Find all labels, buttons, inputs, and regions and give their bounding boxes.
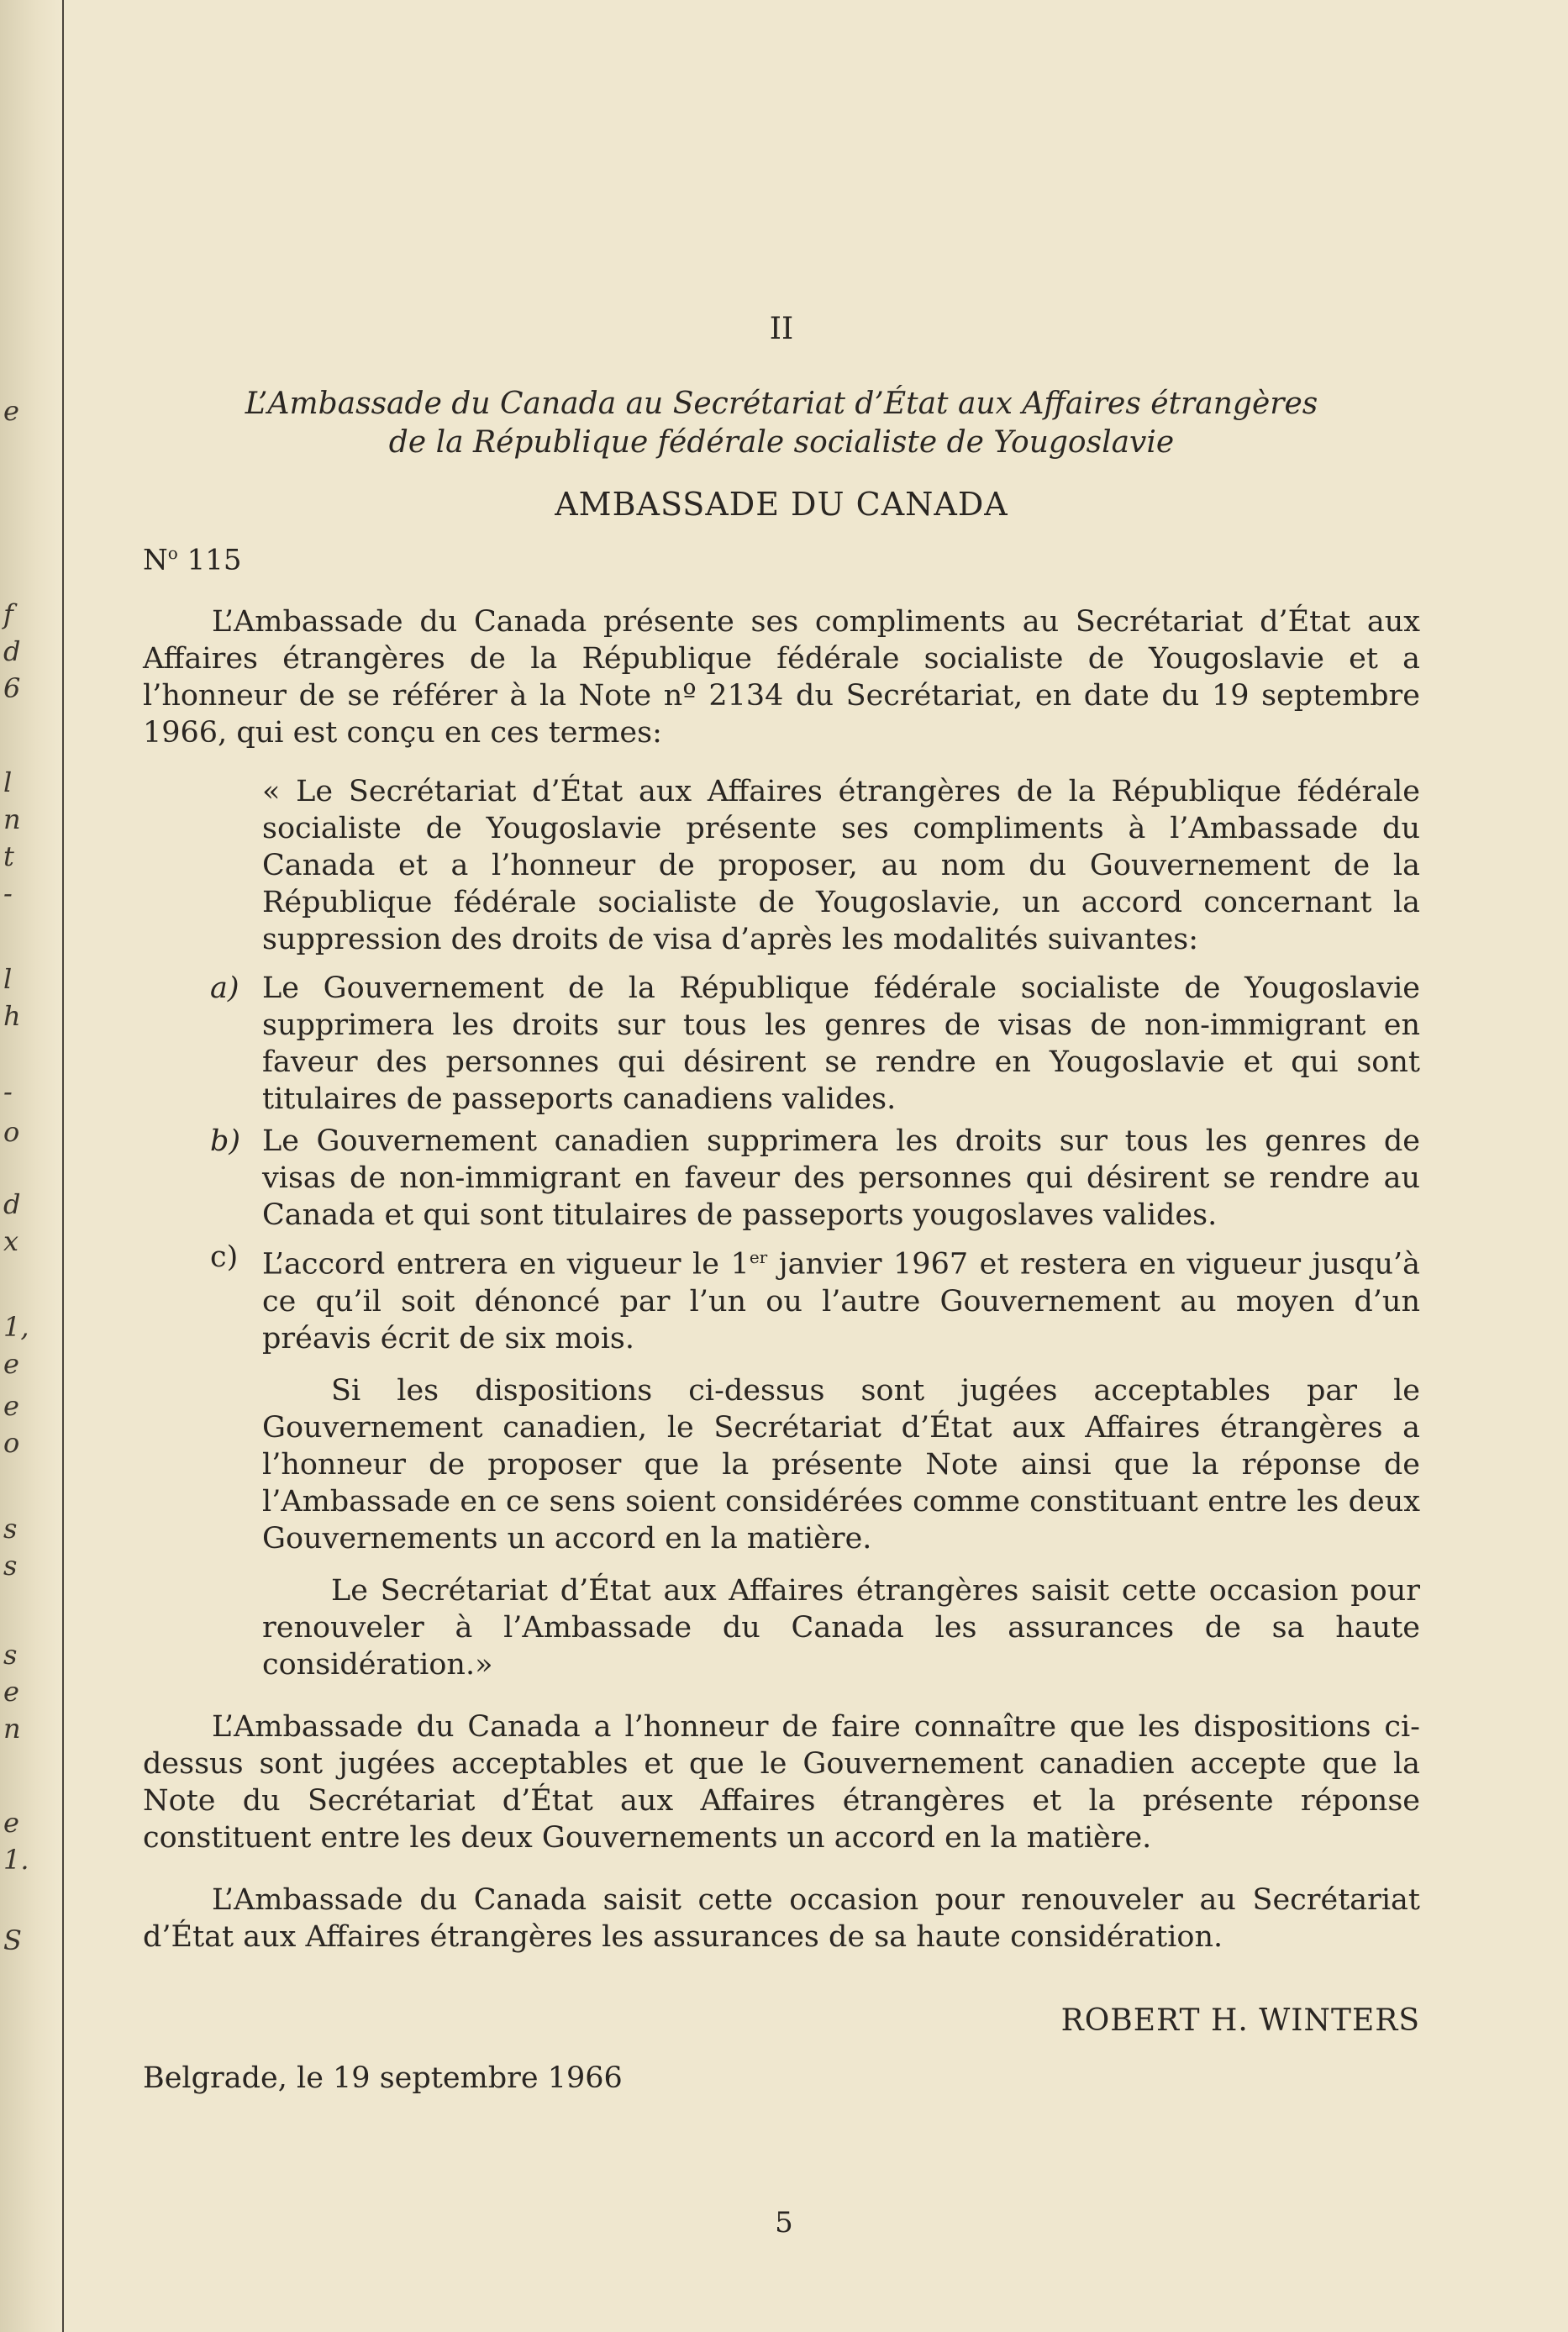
list-item-text-part: L’accord entrera en vigueur le 1 [262,1247,750,1282]
embassy-title: AMBASSADE DU CANADA [555,486,1008,523]
list-marker: b) [210,1124,241,1159]
margin-fragment: o [3,1427,20,1459]
address-line-2: de la République fédérale socialiste de Yougoslavie [388,425,1175,460]
acceptance-paragraph: L’Ambassade du Canada a l’honneur de faire connaître que les dispositions ci-dessus sont jugées acceptables et que le Gouvernement canadien accepte que la Note du Secrétariat d’État aux Affaires étrangères et la présente réponse constituent entre les deux Gouvernements un accord en la matière. [143,1709,1420,1855]
signature: ROBERT H. WINTERS [1060,2003,1420,2038]
margin-fragment: e [3,1348,19,1380]
address-line-1: L’Ambassade du Canada au Secrétariat d’État aux Affaires étrangères [245,387,1318,421]
ordinal-sup: er [749,1247,768,1268]
note-number-value: 115 [177,543,242,577]
opening-paragraph: L’Ambassade du Canada présente ses compliments au Secrétariat d’État aux Affaires étrangères de la République fédérale socialiste de Yougoslavie et a l’honneur de se référer à la Note nº 2134 du Secrétariat, en date du 19 septembre 1966, qui est conçu en ces termes: [143,605,1420,750]
margin-fragment: e [3,1390,19,1422]
document-body [143,311,1420,2097]
margin-fragment: o [3,1116,20,1148]
quote-paragraph-closing: Le Secrétariat d’État aux Affaires étrangères saisit cette occasion pour renouveler à l’Ambassade du Canada les assurances de sa haute considération.» [262,1573,1420,1682]
margin-fragment: - [3,1076,13,1108]
note-number [143,534,1420,578]
list-item-text-part: janvier 1967 et restera en vigueur jusqu’à ce qu’il soit dénoncé par l’un ou l’autre Gouvernement au moyen d’un préavis écrit de six mois. [262,1247,1420,1356]
margin-fragment: S [3,1924,22,1956]
margin-fragment: t [3,840,14,872]
list-item-text [262,1239,1420,1357]
note-number-sup: o [167,543,178,563]
margin-fragment: l [3,963,13,995]
note-number-prefix: N [143,543,168,577]
margin-fragment: s [3,1513,18,1545]
margin-fragment: e [3,395,19,427]
adjacent-page-margin-fragments [0,0,34,2332]
page-number: 5 [775,2206,793,2240]
list-item [210,1123,1420,1234]
quote-paragraph-proposal: Si les dispositions ci-dessus sont jugées acceptables par le Gouvernement canadien, le Secrétariat d’État aux Affaires étrangères a l’honneur de proposer que la présente Note ainsi que la réponse de l’Ambassade en ce sens soient considérées comme constituant entre les deux Gouvernements un accord en la matière. [262,1373,1420,1556]
margin-fragment: 1. [3,1844,29,1876]
list-marker: a) [210,971,239,1006]
margin-fragment: n [3,1713,21,1745]
margin-fragment: d [3,1188,21,1220]
margin-fragment: 6 [3,672,21,704]
closing-paragraph: L’Ambassade du Canada saisit cette occasion pour renouveler au Secrétariat d’État aux Affaires étrangères les assurances de sa haute considération. [143,1882,1420,1954]
margin-fragment: s [3,1550,18,1582]
section-numeral: II [769,312,794,346]
margin-fragment: x [3,1225,19,1257]
margin-fragment: l [3,766,13,798]
margin-fragment: e [3,1676,19,1708]
margin-fragment: h [3,1000,21,1032]
place-and-date: Belgrade, le 19 septembre 1966 [143,2061,623,2095]
list-item [210,1239,1420,1357]
margin-fragment: 1, [3,1311,29,1343]
margin-fragment: e [3,1807,19,1839]
page-edge-rule [62,0,64,2332]
list-item [210,970,1420,1118]
margin-fragment: s [3,1639,18,1671]
margin-fragment: f [3,598,13,630]
quoted-note [262,773,1420,958]
list-item-text: Le Gouvernement canadien supprimera les droits sur tous les genres de visas de non-immigrant en faveur des personnes qui désirent se rendre au Canada et qui sont titulaires de passeports yougoslaves valides. [262,1124,1420,1233]
margin-fragment: d [3,635,21,667]
quote-intro: « Le Secrétariat d’État aux Affaires étrangères de la République fédérale socialiste de Yougoslavie présente ses compliments à l’Ambassade du Canada et a l’honneur de proposer, au nom du Gouvernement de la République fédérale socialiste de Yougoslavie, un accord concernant la suppression des droits de visa d’après les modalités suivantes: [262,775,1420,957]
margin-fragment: n [3,803,21,835]
list-marker: c) [210,1240,239,1275]
margin-fragment: - [3,877,13,909]
list-item-text: Le Gouvernement de la République fédérale socialiste de Yougoslavie supprimera les droits sur tous les genres de visas de non-immigrant en faveur des personnes qui désirent se rendre en Yougoslavie et qui sont titulaires de passeports canadiens valides. [262,971,1420,1117]
terms-list [143,970,1420,1357]
